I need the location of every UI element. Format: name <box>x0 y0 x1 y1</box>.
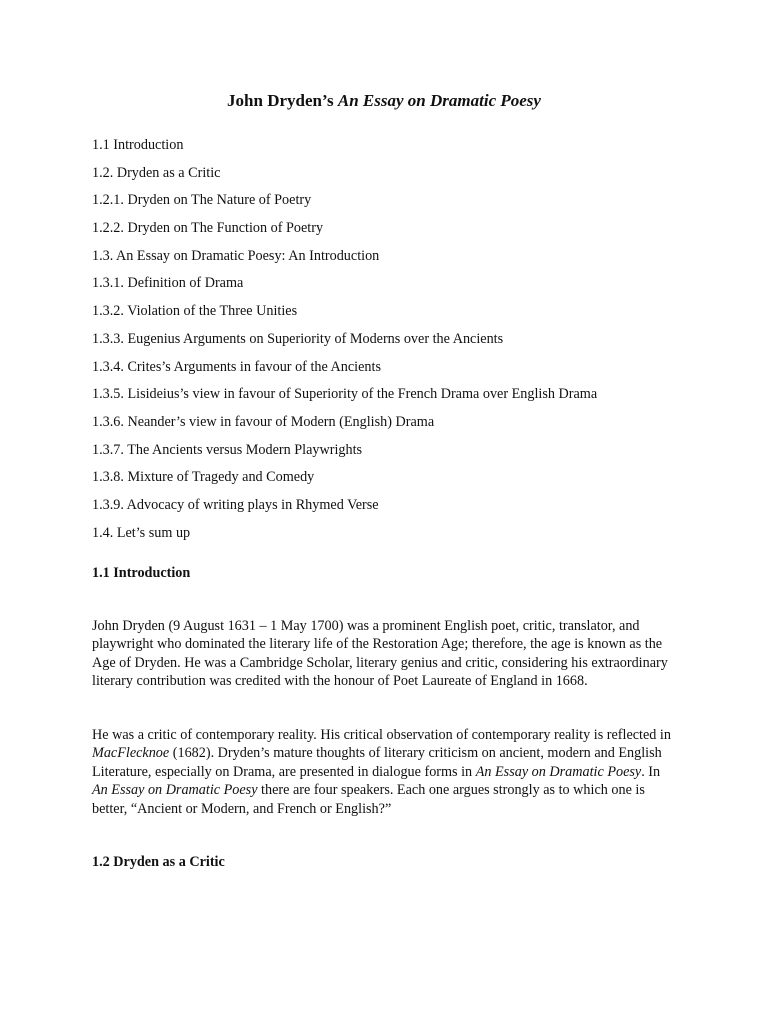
work-title-italic: MacFlecknoe <box>92 745 170 762</box>
work-title-italic: An Essay on Dramatic Poesy <box>475 763 642 780</box>
toc-item: 1.3. An Essay on Dramatic Poesy: An Introduction <box>92 247 380 264</box>
section-heading-dryden-as-critic: 1.2 Dryden as a Critic <box>92 854 225 871</box>
toc-item: 1.3.6. Neander’s view in favour of Modern (English) Drama <box>92 413 435 430</box>
toc-item: 1.3.9. Advocacy of writing plays in Rhymed Verse <box>92 496 379 513</box>
paragraph-text: He was a critic of contemporary reality. His critical observation of contemporary reality is reflected in <box>92 726 671 743</box>
toc-item: 1.3.1. Definition of Drama <box>92 275 244 292</box>
toc-item: 1.3.8. Mixture of Tragedy and Comedy <box>92 469 315 486</box>
intro-paragraph-2 <box>92 726 676 819</box>
paragraph-text: . In <box>641 763 661 780</box>
toc-item: 1.1 Introduction <box>92 137 184 153</box>
title-author: John Dryden’s <box>227 91 338 110</box>
toc-item: 1.4. Let’s sum up <box>92 524 191 541</box>
toc-item: 1.2.1. Dryden on The Nature of Poetry <box>92 192 312 209</box>
document-title <box>92 0 676 114</box>
toc-item: 1.2. Dryden as a Critic <box>92 164 221 181</box>
toc-item: 1.3.4. Crites’s Arguments in favour of the Ancients <box>92 358 381 375</box>
toc-item: 1.3.2. Violation of the Three Unities <box>92 303 298 320</box>
table-of-contents <box>92 136 676 542</box>
toc-item: 1.3.5. Lisideius’s view in favour of Superiority of the French Drama over English Drama <box>92 386 598 403</box>
title-work: An Essay on Dramatic Poesy <box>337 91 541 110</box>
section-heading-introduction: 1.1 Introduction <box>92 564 191 581</box>
toc-item: 1.2.2. Dryden on The Function of Poetry <box>92 220 324 237</box>
toc-item: 1.3.3. Eugenius Arguments on Superiority of Moderns over the Ancients <box>92 330 504 347</box>
toc-item: 1.3.7. The Ancients versus Modern Playwrights <box>92 441 363 458</box>
work-title-italic: An Essay on Dramatic Poesy <box>92 782 258 799</box>
intro-paragraph-1: John Dryden (9 August 1631 – 1 May 1700) was a prominent English poet, critic, translator, and playwright who dominated the literary life of the Restoration Age; therefore, the age is known as the Age of Dryden. He was a Cambridge Scholar, literary genius and critic, considering his extraordinary literary contribution was credited with the honour of Poet Laureate of England in 1668. <box>92 617 668 690</box>
paragraph-text: there are four speakers. Each one argues strongly as to which one is better, “Ancient or Modern, and French or English?” <box>92 782 645 817</box>
paragraph-text: (1682). Dryden’s mature thoughts of literary criticism on ancient, modern and English Literature, especially on Drama, are presented in dialogue forms in <box>92 745 662 780</box>
